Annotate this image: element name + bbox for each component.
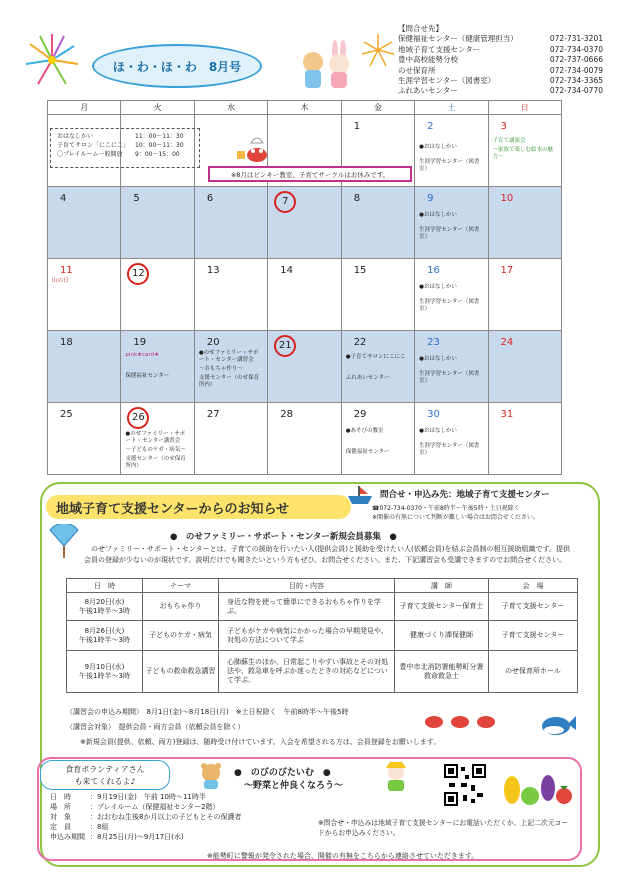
contact-tel: 072-737-0666 [549, 55, 603, 65]
event: ●のせファミリー・サポート・センター講習会 [198, 350, 259, 363]
date: 8月20日(水) [84, 597, 125, 606]
bubble-line: も来てくれるよ♪ [74, 777, 136, 786]
nobi-subtitle: ～野菜と仲良くなろう～ [244, 781, 344, 791]
event: ●おはなしかい [419, 356, 457, 362]
time: 午後1時半～3時 [79, 635, 130, 644]
info-value: ：8月25日(月)～9月17日(水) [90, 833, 184, 841]
info-value: ：8組 [90, 823, 109, 831]
week-row [48, 403, 562, 475]
table-header [67, 579, 578, 593]
date-number: 27 [206, 409, 220, 420]
content-cell: 心肺蘇生のほか、日常起こりやすい事故とその対処法や、救急車を呼ぶか迷ったときの対応などについて学ぶ。 [219, 651, 395, 693]
note-row [57, 150, 193, 159]
bubble-line: 食育ボランティアさん [65, 765, 145, 774]
week-row [48, 187, 562, 259]
day-header: 月 [48, 101, 121, 115]
info-label: 定 員 [50, 823, 71, 831]
date: 9月10日(水) [84, 662, 125, 671]
date-cell [67, 621, 143, 651]
day-cell [121, 187, 194, 259]
event-venue: 生涯学習センター（図書室） [419, 227, 480, 240]
date-number: 28 [280, 409, 293, 420]
contact-row [398, 55, 603, 65]
day-header: 木 [268, 101, 341, 115]
course-table [66, 578, 578, 693]
venue-cell: 子育て支援センター [489, 621, 578, 651]
date-number: 13 [206, 265, 220, 276]
day-cell [488, 403, 561, 475]
content-cell: 身近な物を使って簡単にできるおもちゃ作りを学ぶ。 [219, 593, 395, 621]
info-label: 場 所 [50, 803, 71, 811]
day-cell [415, 115, 488, 187]
contact-info [398, 24, 603, 97]
nobi-apply-note: ※問合せ・申込みは地域子育て支援センターにお電話いただくか、上記二次元コードからお申込みください。 [318, 819, 569, 837]
lecturer-cell: 子育て支援センター保育士 [395, 593, 489, 621]
content-cell: 子どもがケガや病気にかかった場合の早期発見や、対処の方法について学ぶ [219, 621, 395, 651]
day-cell [121, 403, 194, 475]
date: 8月26日(火) [84, 626, 125, 635]
week-row [48, 259, 562, 331]
info-row [50, 812, 241, 822]
new-member-note: ※新規会員(提供、依頼、両方)登録は、随時受け付けています。入会を希望される方は、会員登録をお願いします。 [80, 738, 441, 746]
crabs-illustration [422, 708, 498, 730]
day-cell [488, 259, 561, 331]
day-header: 火 [121, 101, 194, 115]
info-row [50, 792, 241, 802]
date-number-circled: 12 [127, 263, 149, 285]
event-venue: 生涯学習センター（図書室） [419, 159, 480, 172]
event: ●子育てサロンにこにこ [345, 354, 406, 360]
contact-row [398, 76, 603, 86]
day-cell [341, 259, 414, 331]
contact-name: ふれあいセンター [398, 86, 458, 96]
time: 午後1時半～3時 [79, 606, 130, 615]
col-header: 日 時 [67, 579, 143, 593]
date-number: 17 [500, 265, 514, 276]
section-body: のせファミリー・サポート・センターとは、子育ての援助を行いたい人(提供会員)と援助を受けたい人(依頼会員)を結ぶ会員制の相互援助組織です。提供会員の登録が少ないのが現状です。説明だけでも聞きたいという方もぜひ、お問合せください。また、下記講習会も受講できますのでお問合せください。 [84, 545, 570, 564]
inquiry-tel: ☎072-734-0370・午前8時半～午後5時・土日祝除く [372, 505, 520, 512]
event-venue: 支援センター（のせ保育所内） [125, 456, 186, 469]
table-row [67, 593, 578, 621]
fireworks-right-icon [360, 32, 396, 68]
day-cell [488, 115, 561, 187]
day-cell [268, 259, 341, 331]
contact-tel: 072-734-3365 [549, 76, 603, 86]
day-cell [415, 403, 488, 475]
schedule-note-box [50, 128, 200, 168]
time: 午後1時半～3時 [79, 671, 130, 680]
event-venue: 生涯学習センター（図書室） [419, 371, 480, 384]
theme-cell: 子どものケガ・病気 [143, 621, 219, 651]
footer-note: ※能勢町に警報が発令された場合、開催の有無をこちらから連絡させていただきます。 [207, 852, 479, 860]
day-cell [488, 187, 561, 259]
date-cell [67, 651, 143, 693]
section-title: 地域子育て支援センターからのお知らせ [46, 495, 351, 519]
nobi-info [50, 792, 241, 842]
info-value: ：プレイルーム（保健福祉センター2階） [90, 803, 220, 811]
date-number: 2 [427, 121, 434, 132]
day-header: 日 [488, 101, 561, 115]
venue-cell: 子育て支援センター [489, 593, 578, 621]
info-label: 日 時 [50, 793, 71, 801]
event: ●おはなしかい [419, 428, 457, 434]
contact-heading: 【問合せ先】 [398, 24, 443, 33]
day-cell [48, 259, 121, 331]
date-number: 6 [206, 193, 214, 204]
event-subtitle: ～家族で楽しむ絵本の魅力～ [492, 147, 554, 160]
date-number: 30 [427, 409, 440, 420]
theme-cell: 子どもの救命救急講習 [143, 651, 219, 693]
fireworks-left-icon [22, 30, 82, 90]
info-value: ：9月19日(金) 午前 10時～11時半 [90, 793, 206, 801]
day-cell [48, 187, 121, 259]
day-cell [48, 403, 121, 475]
event: pink★card★ [125, 352, 160, 358]
bear-illustration [196, 760, 226, 790]
col-header: 目的・内容 [219, 579, 395, 593]
lecturer-cell: 豊中市北消防署能勢町分署救命救急士 [395, 651, 489, 693]
contact-row [398, 45, 603, 55]
inquiry-note: ※開催の有無について判断が難しい場合はお問合せください。 [372, 514, 539, 521]
apply-period: （講習会の申込み期間） 8月1日(金)～8月18日(月) ※土日祝除く 午前8時半～午後5時 [66, 708, 349, 716]
day-cell [415, 259, 488, 331]
date-number: 9 [427, 193, 434, 204]
boat-icon [346, 484, 374, 506]
event-venue: 支援センター（のせ保育所内） [198, 375, 260, 388]
day-cell [488, 331, 561, 403]
note-time: 9：00～15：00 [135, 151, 180, 158]
contact-name: 地域子育て支援センター [398, 44, 481, 54]
table-row [67, 651, 578, 693]
contact-name: 生涯学習センター（図書室） [398, 76, 496, 86]
newsletter-title: ほ・わ・ほ・わ 8月号 [92, 44, 262, 88]
holiday-label: 山の日 [52, 278, 69, 284]
day-cell [121, 331, 194, 403]
date-number: 20 [206, 337, 220, 348]
event-subtitle: ～子どものケガ・病気～ [125, 447, 186, 453]
event: ●あそびの教室 [345, 428, 384, 434]
day-cell [194, 403, 267, 475]
day-cell [194, 331, 267, 403]
calendar-header [48, 101, 562, 115]
day-cell [194, 259, 267, 331]
day-cell [268, 403, 341, 475]
event: ●おはなしかい [419, 144, 457, 150]
day-cell [341, 187, 414, 259]
info-row [50, 832, 241, 842]
fan-icon [48, 524, 80, 560]
lecturer-cell: 健康づくり課保健師 [395, 621, 489, 651]
date-number: 8 [353, 193, 361, 204]
info-row [50, 822, 241, 832]
day-cell [48, 331, 121, 403]
note-label: おはなしかい [57, 133, 94, 140]
day-cell [268, 187, 341, 259]
theme-cell: おもちゃ作り [143, 593, 219, 621]
event: 子育て講演会 [492, 138, 526, 144]
date-number: 18 [60, 337, 73, 348]
day-cell [268, 331, 341, 403]
date-number: 5 [133, 193, 140, 204]
contact-row [398, 34, 603, 44]
vegetables-illustration [500, 764, 574, 808]
date-number: 31 [500, 409, 514, 420]
contact-name: のせ保育所 [398, 65, 436, 75]
bunny-children-illustration [295, 40, 355, 90]
date-number: 23 [427, 337, 440, 348]
note-time: 10：00～11：30 [135, 142, 184, 149]
note-time: 11：00～11：30 [135, 133, 184, 140]
info-value: ：おおむね生後8か月以上の子どもとその保護者 [90, 813, 242, 821]
day-header: 金 [341, 101, 414, 115]
date-number: 16 [427, 265, 440, 276]
day-header: 水 [194, 101, 267, 115]
date-number: 10 [500, 193, 514, 204]
event-venue: 保健福祉センター [345, 449, 390, 455]
day-cell [121, 259, 194, 331]
event: ●おはなしかい [419, 212, 457, 218]
date-number: 15 [353, 265, 367, 276]
event: ●のせファミリー・サポート・センター講習会 [125, 431, 186, 444]
event-subtitle: ～おもちゃ作り～ [198, 366, 243, 372]
kid-illustration [376, 760, 416, 792]
note-label: 子育てサロン「にこにこ」 [57, 142, 130, 149]
date-cell [67, 593, 143, 621]
contact-tel: 072-731-3201 [549, 34, 603, 44]
day-header: 土 [415, 101, 488, 115]
contact-tel: 072-734-0770 [549, 86, 603, 96]
col-header: 講 師 [395, 579, 489, 593]
date-number: 1 [353, 121, 361, 132]
day-cell [194, 187, 267, 259]
col-header: テーマ [143, 579, 219, 593]
date-number: 25 [60, 409, 73, 420]
col-header: 会 場 [489, 579, 578, 593]
event-venue: 生涯学習センター（図書室） [419, 299, 480, 312]
date-number: 19 [133, 337, 147, 348]
date-number: 14 [280, 265, 293, 276]
note-row [57, 141, 193, 150]
event-venue: 保健福祉センター [125, 373, 170, 379]
event: ●おはなしかい [419, 284, 457, 290]
date-number: 24 [500, 337, 514, 348]
date-number: 29 [353, 409, 367, 420]
speech-bubble [40, 760, 170, 790]
pinky-notice: ※8月はピンキー教室、子育てサークルはお休みです。 [208, 166, 412, 182]
note-row [57, 132, 193, 141]
whale-icon [540, 712, 576, 736]
info-row [50, 802, 241, 812]
date-number-circled: 26 [127, 407, 149, 429]
info-label: 対 象 [50, 813, 71, 821]
venue-cell: のせ保育所ホール [489, 651, 578, 693]
contact-row [398, 66, 603, 76]
date-number: 22 [353, 337, 367, 348]
contact-tel: 072-734-0370 [549, 44, 603, 54]
event-venue: ふれあいセンター [345, 375, 390, 381]
day-cell [341, 403, 414, 475]
inquiry-label: 問合せ・申込み先：地域子育て支援センター [380, 490, 550, 500]
qr-code [443, 763, 487, 807]
contact-row [398, 86, 603, 96]
info-label: 申込み期間 [50, 833, 85, 841]
date-number: 3 [500, 121, 507, 132]
date-number: 4 [60, 193, 67, 204]
nobi-title: ● のびのびたいむ ● [234, 768, 331, 778]
date-number-circled: 7 [274, 191, 296, 213]
event-venue: 生涯学習センター（図書室） [419, 443, 480, 456]
week-row [48, 331, 562, 403]
day-cell [415, 331, 488, 403]
contact-tel: 072-734-0079 [549, 65, 603, 75]
contact-name: 保健福祉センター（健康管理担当） [398, 34, 518, 44]
day-cell [341, 331, 414, 403]
contact-name: 豊中高校能勢分校 [398, 55, 458, 65]
date-number-circled: 21 [274, 335, 296, 357]
target: （講習会対象） 提供会員・両方会員（依頼会員を除く） [66, 723, 245, 731]
table-row [67, 621, 578, 651]
date-number: 11 [60, 265, 73, 276]
day-cell [415, 187, 488, 259]
note-label: 〇プレイルーム一般開放 [57, 151, 123, 158]
section-subtitle: ● のせファミリー・サポート・センター新規会員募集 ● [170, 532, 397, 542]
